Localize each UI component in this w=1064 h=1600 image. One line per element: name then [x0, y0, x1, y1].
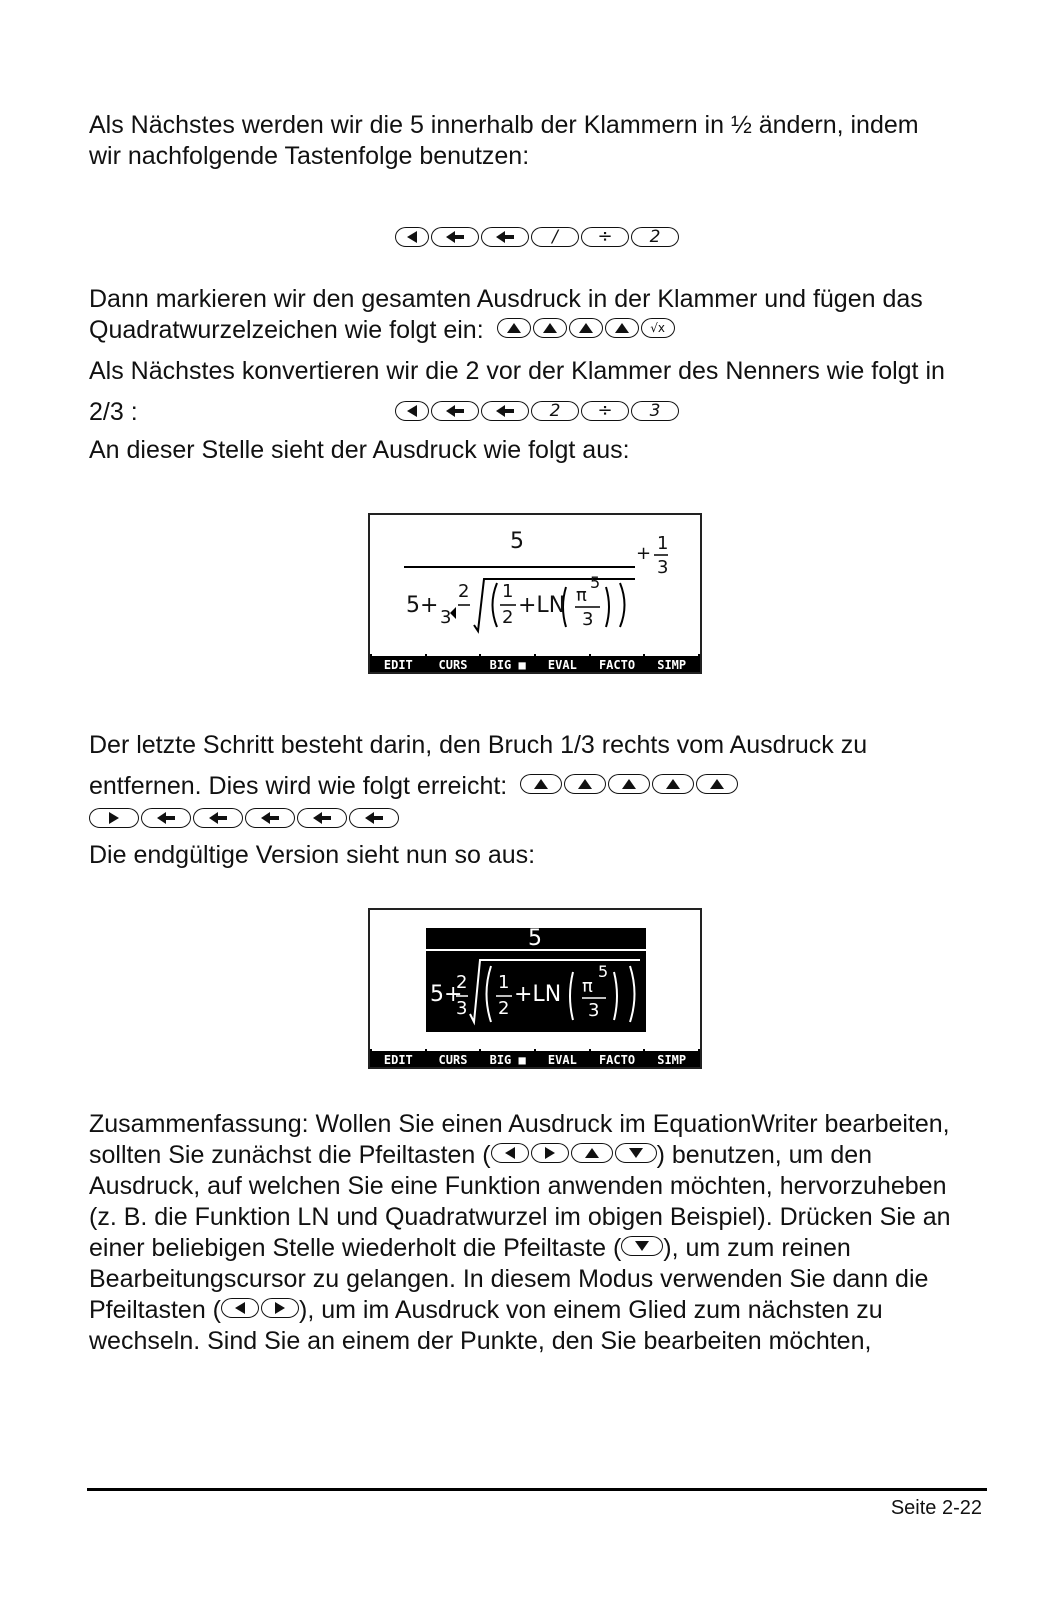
down-arrow-icon [634, 1240, 650, 1252]
text-line: Als Nächstes werden wir die 5 innerhalb der Klammern in ½ ändern, indem [89, 111, 919, 139]
backspace-arrow-icon [259, 812, 281, 824]
backspace-arrow-icon [363, 812, 385, 824]
key-label: 2 [549, 400, 561, 421]
up-arrow-icon [542, 322, 558, 334]
slash-key [531, 227, 579, 247]
text-line [89, 1233, 989, 1264]
backspace-key [431, 227, 479, 247]
text-line: wir nachfolgende Tastenfolge benutzen: [89, 142, 530, 170]
up-arrow-icon [533, 778, 549, 790]
pi-symbol: π [582, 976, 593, 997]
backspace-key [481, 401, 529, 421]
text-span: entfernen. Dies wird wie folgt erreicht: [89, 772, 508, 800]
left-arrow-key [221, 1298, 259, 1318]
half-denominator: 2 [498, 998, 510, 1019]
numerator: 5 [510, 529, 524, 554]
pi-symbol: π [576, 585, 587, 606]
plus-ln: +LN [518, 593, 566, 618]
down-arrow-key [615, 1143, 657, 1163]
backspace-arrow-icon [155, 812, 177, 824]
digit-2-key [531, 401, 579, 421]
sqrt-key [641, 318, 675, 338]
text-line: Bearbeitungscursor zu gelangen. In diesem Modus verwenden Sie dann die [89, 1265, 929, 1293]
left-arrow-icon [503, 1147, 517, 1159]
up-arrow-key [652, 774, 694, 794]
up-arrow-icon [578, 322, 594, 334]
half-numerator: 1 [498, 972, 510, 993]
softkey-curs: CURS [427, 1049, 480, 1067]
right-arrow-icon [107, 812, 121, 824]
backspace-key [297, 808, 347, 828]
inline-lr-keys [221, 1298, 299, 1318]
up-arrow-key [571, 1143, 613, 1163]
text-span: 2/3 : [89, 398, 138, 426]
left-arrow-key [491, 1143, 529, 1163]
fraction-denominator: 3 [456, 998, 468, 1019]
softkey-menu [370, 654, 700, 672]
text-line: wechseln. Sind Sie an einem der Punkte, den Sie bearbeiten möchten, [89, 1327, 872, 1355]
up-arrow-key [520, 774, 562, 794]
text-span: einer beliebigen Stelle wiederholt die Pfeiltaste ( [89, 1234, 622, 1262]
backspace-arrow-icon [207, 812, 229, 824]
backspace-arrow-icon [494, 405, 516, 417]
softkey-simp: SIMP [645, 1049, 698, 1067]
key-label: 3 [649, 400, 661, 421]
text-line [89, 1140, 989, 1171]
numerator: 5 [528, 926, 542, 951]
half-denominator: 2 [502, 607, 514, 628]
fraction-numerator: 2 [456, 972, 468, 993]
paragraph-sqrt [89, 284, 989, 346]
up-arrow-icon [614, 322, 630, 334]
third-numerator: 1 [657, 533, 669, 554]
paragraph-intro [89, 110, 989, 172]
up-arrow-icon [709, 778, 725, 790]
softkey-curs: CURS [427, 654, 480, 672]
left-arrow-icon [233, 1302, 247, 1314]
backspace-arrow-icon [444, 405, 466, 417]
five-plus: 5+ [406, 593, 439, 618]
down-arrow-icon [628, 1147, 644, 1159]
backspace-arrow-icon [494, 231, 516, 243]
softkey-eval: EVAL [536, 1049, 589, 1067]
third-denominator: 3 [657, 557, 669, 578]
paragraph-current [89, 435, 989, 466]
page-number: Seite 2-22 [890, 1497, 982, 1519]
left-arrow-key [395, 401, 429, 421]
right-arrow-key [89, 808, 139, 828]
softkey-simp: SIMP [645, 654, 698, 672]
text-line: Zusammenfassung: Wollen Sie einen Ausdruck im EquationWriter bearbeiten, [89, 1110, 950, 1138]
footer-rule [87, 1488, 987, 1491]
pi-denominator: 3 [582, 609, 594, 630]
softkey-facto: FACTO [591, 1049, 644, 1067]
right-arrow-icon [273, 1302, 287, 1314]
right-arrow-key [531, 1143, 569, 1163]
half-numerator: 1 [502, 581, 514, 602]
text-line [89, 1295, 989, 1326]
backspace-arrow-icon [444, 231, 466, 243]
right-arrow-icon [543, 1147, 557, 1159]
down-arrow-key [621, 1236, 663, 1256]
backspace-key [349, 808, 399, 828]
calculator-screen-1 [368, 513, 702, 674]
text-span: sollten Sie zunächst die Pfeiltasten ( [89, 1141, 491, 1169]
calculator-screen-2 [368, 908, 702, 1069]
softkey-big: BIG ■ [481, 1049, 534, 1067]
left-arrow-icon [405, 405, 419, 417]
text-span: Quadratwurzelzeichen wie folgt ein: [89, 316, 484, 344]
left-arrow-icon [405, 231, 419, 243]
text-span: ), um im Ausdruck von einem Glied zum nächsten zu [299, 1296, 883, 1324]
key-label: 2 [649, 226, 661, 247]
inline-arrow-keys [491, 1143, 657, 1163]
text-line: Dann markieren wir den gesamten Ausdruck in der Klammer und fügen das [89, 285, 923, 313]
key-sequence-1 [395, 227, 679, 247]
text-span: ), um zum reinen [663, 1234, 851, 1262]
digit-2-key [631, 227, 679, 247]
paragraph-final [89, 840, 989, 871]
key-sequence-4 [520, 774, 738, 794]
exponent: 5 [598, 962, 609, 981]
pi-denominator: 3 [588, 1000, 600, 1021]
up-arrow-icon [577, 778, 593, 790]
fraction-numerator: 2 [458, 581, 470, 602]
up-arrow-icon [621, 778, 637, 790]
divide-key [581, 401, 629, 421]
exponent: 5 [590, 573, 601, 592]
divide-key [581, 227, 629, 247]
text-span: ) benutzen, um den [656, 1141, 873, 1169]
text-line: (z. B. die Funktion LN und Quadratwurzel im obigen Beispiel). Drücken Sie an [89, 1203, 951, 1231]
key-label: / [552, 226, 558, 247]
up-arrow-key [564, 774, 606, 794]
equation-graphic [370, 515, 700, 655]
up-arrow-key [569, 318, 603, 338]
left-arrow-key [395, 227, 429, 247]
text-line: Als Nächstes konvertieren wir die 2 vor der Klammer des Nenners wie folgt in [89, 357, 945, 385]
backspace-key [481, 227, 529, 247]
up-arrow-key [608, 774, 650, 794]
key-label: ÷ [597, 226, 613, 247]
text-line: Die endgültige Version sieht nun so aus: [89, 841, 536, 869]
up-arrow-key [696, 774, 738, 794]
backspace-key [245, 808, 295, 828]
up-arrow-key [605, 318, 639, 338]
backspace-key [431, 401, 479, 421]
up-arrow-icon [584, 1147, 600, 1159]
five-plus: 5+ [430, 982, 463, 1007]
text-line [89, 315, 989, 346]
up-arrow-key [533, 318, 567, 338]
up-arrow-icon [665, 778, 681, 790]
key-sequence-5 [89, 808, 399, 828]
key-label: ÷ [597, 400, 613, 421]
right-arrow-key [261, 1298, 299, 1318]
text-line: Der letzte Schritt besteht darin, den Bruch 1/3 rechts vom Ausdruck zu [89, 731, 868, 759]
digit-3-key [631, 401, 679, 421]
softkey-facto: FACTO [591, 654, 644, 672]
up-arrow-icon [506, 322, 522, 334]
key-label: √x [650, 321, 665, 336]
softkey-edit: EDIT [372, 654, 425, 672]
text-line: An dieser Stelle sieht der Ausdruck wie folgt aus: [89, 436, 630, 464]
key-sequence-3 [395, 401, 679, 421]
plus-ln: +LN [514, 982, 562, 1007]
inline-down-key [621, 1236, 663, 1256]
fraction-denominator: 3 [440, 607, 452, 628]
up-arrow-key [497, 318, 531, 338]
text-line: Ausdruck, auf welchen Sie eine Funktion anwenden möchten, hervorzuheben [89, 1172, 947, 1200]
softkey-big: BIG ■ [481, 654, 534, 672]
plus-sign: + [636, 543, 652, 564]
paragraph-last-step [89, 730, 989, 802]
paragraph-summary [89, 1109, 989, 1357]
softkey-eval: EVAL [536, 654, 589, 672]
softkey-edit: EDIT [372, 1049, 425, 1067]
backspace-key [193, 808, 243, 828]
text-span: Pfeiltasten ( [89, 1296, 222, 1324]
text-line [89, 771, 989, 802]
softkey-menu [370, 1049, 700, 1067]
key-sequence-2 [497, 318, 675, 338]
backspace-arrow-icon [311, 812, 333, 824]
backspace-key [141, 808, 191, 828]
